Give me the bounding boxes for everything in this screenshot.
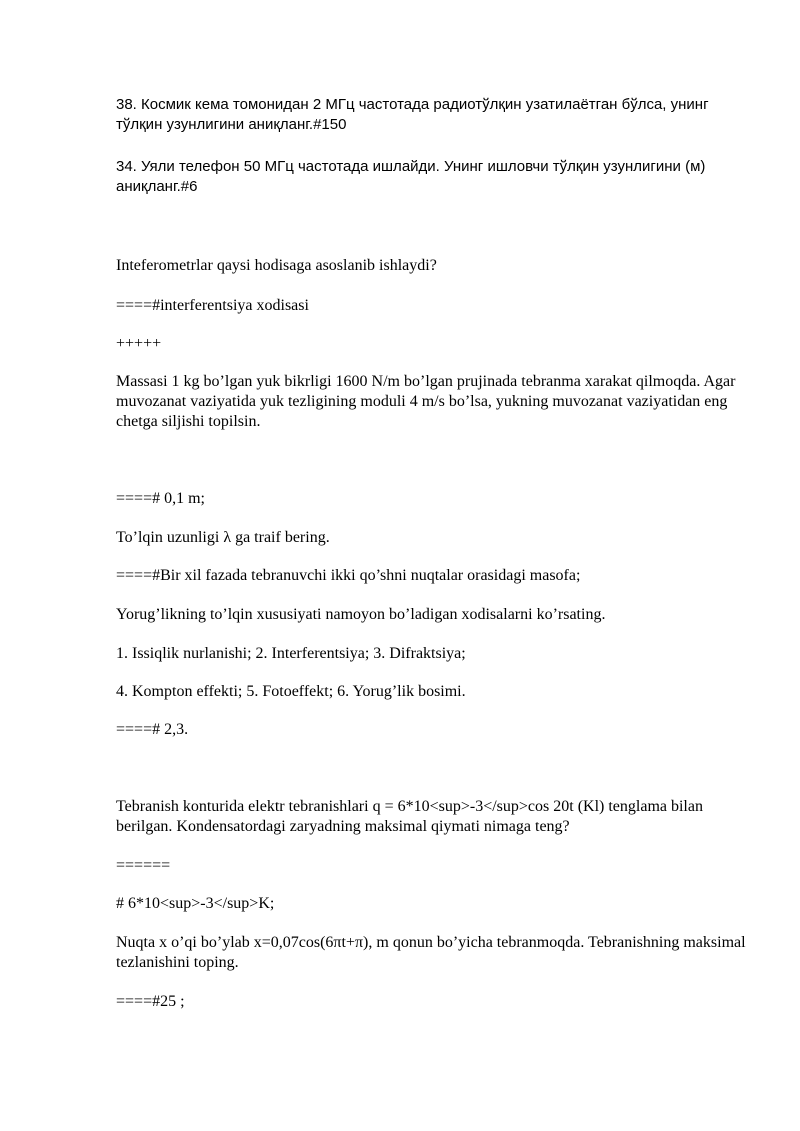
wavelength-question: To’lqin uzunligi λ ga traif bering.	[116, 529, 330, 546]
light-options-line-1: 1. Issiqlik nurlanishi; 2. Interferentsiya; 3. Difraktsiya;	[116, 645, 466, 662]
spring-question: Massasi 1 kg bo’lgan yuk bikrligi 1600 N/m bo’lgan prujinada tebranma xarakat qilmoqda. Agar muvozanat vaziyatida yuk tezligining moduli 4 m/s bo’lsa, yukning muvozanat vaziyatidan eng chetga siljishi topilsin.	[116, 373, 736, 430]
question-34-paragraph: 34. Уяли телефон 50 МГц частотада ишлайди. Унинг ишловчи тўлқин узунлигини (м) аниқланг.#6	[116, 158, 706, 195]
point-oscillation-answer: ====#25 ;	[116, 993, 185, 1010]
circuit-question: Tebranish konturida elektr tebranishlari q = 6*10<sup>-3</sup>cos 20t (Kl) tenglama bilan berilgan. Kondensatordagi zaryadning maksimal qiymati nimaga teng?	[116, 798, 703, 835]
question-38-paragraph: 38. Космик кема томонидан 2 МГц частотада радиотўлқин узатилаётган бўлса, унинг тўлқин узунлигини аниқланг.#150	[116, 96, 709, 133]
light-answer: ====# 2,3.	[116, 721, 189, 738]
light-wave-question: Yorug’likning to’lqin xususiyati namoyon bo’ladigan xodisalarni ko’rsating.	[116, 606, 606, 623]
separator-equals: ======	[116, 857, 171, 874]
circuit-answer: # 6*10<sup>-3</sup>K;	[116, 895, 275, 912]
wavelength-answer: ====#Bir xil fazada tebranuvchi ikki qo’shni nuqtalar orasidagi masofa;	[116, 567, 581, 584]
separator-plus: +++++	[116, 335, 162, 352]
light-options-line-2: 4. Kompton effekti; 5. Fotoeffekt; 6. Yorug’lik bosimi.	[116, 683, 466, 700]
spring-answer: ====# 0,1 m;	[116, 490, 205, 507]
interferometer-answer: ====#interferentsiya xodisasi	[116, 297, 309, 314]
point-oscillation-question: Nuqta x o’qi bo’ylab x=0,07cos(6πt+π), m qonun bo’yicha tebranmoqda. Tebranishning maksimal tezlanishini toping.	[116, 934, 746, 971]
interferometer-question: Inteferometrlar qaysi hodisaga asoslanib ishlaydi?	[116, 257, 437, 274]
